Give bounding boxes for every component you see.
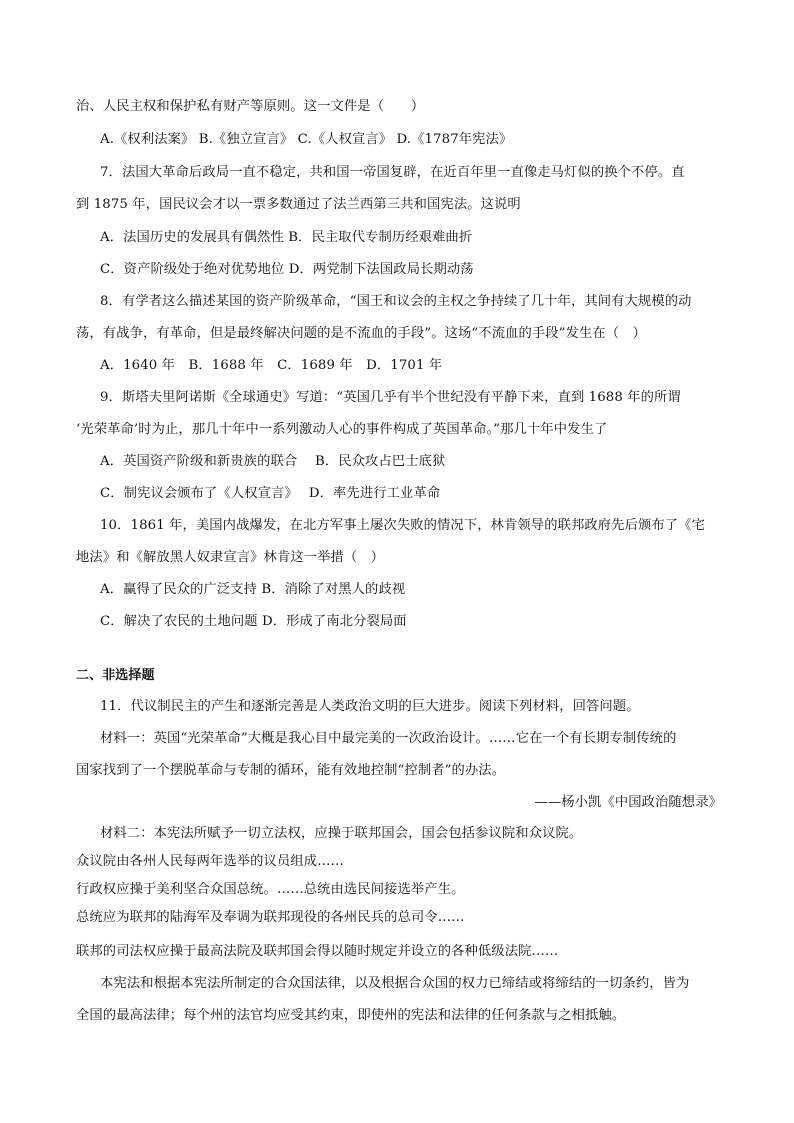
question-10-stem-cont: 地法》和《解放黑人奴隶宣言》林肯这一举措（ ） [76,550,385,565]
question-8-options: A．1640 年 B．1688 年 C．1689 年 D．1701 年 [100,358,443,373]
question-8-stem-cont: 荡，有战争，有革命，但是最终解决问题的是不流血的手段”。这场“不流血的手段”发生在（ ） [76,326,646,341]
question-10-stem: 10．1861 年，美国内战爆发，在北方军事上屡次失败的情况下，林肯领导的联邦政府先后颁布了《宅 [100,518,705,533]
question-7-stem-cont: 到 1875 年，国民议会才以一票多数通过了法兰西第三共和国宪法。这说明 [76,197,521,212]
question-9-options-ab: A．英国资产阶级和新贵族的联合 B．民众攻占巴士底狱 [100,454,446,469]
question-10-options-cd: C．解决了农民的土地问题 D．形成了南北分裂局面 [100,614,407,629]
section-heading: 二、非选择题 [76,668,155,683]
material-2-line: 联邦的司法权应操于最高法院及联邦国会得以随时规定并设立的各种低级法院…… [76,944,559,959]
question-10-options-ab: A．赢得了民众的广泛支持 B．消除了对黑人的歧视 [100,582,406,597]
material-2-paragraph-cont: 全国的最高法律；每个州的法官均应受其约束，即使州的宪法和法律的任何条款与之相抵触。 [76,1008,626,1023]
question-9-stem: 9．斯塔夫里阿诺斯《全球通史》写道：“英国几乎有半个世纪没有平静下来，直到 1688 年的所谓 [100,390,681,405]
material-1-text: 材料一：英国“光荣革命”大概是我心目中最完美的一次政治设计。……它在一个有长期专制传统的 [100,731,677,746]
question-7-options-cd: C．资产阶级处于绝对优势地位 D．两党制下法国政局长期动荡 [100,262,474,277]
question-7-stem: 7．法国大革命后政局一直不稳定，共和国一帝国复辟，在近百年里一直像走马灯似的换个不停。直 [100,165,685,180]
material-2-line: 总统应为联邦的陆海军及奉调为联邦现役的各州民兵的总司令…… [76,910,465,925]
material-1-source: ——杨小凯《中国政治随想录》 [534,795,722,810]
question-options: A.《权利法案》 B.《独立宣言》 C.《人权宣言》 D.《1787年宪法》 [100,132,513,147]
question-11-stem: 11．代议制民主的产生和逐渐完善是人类政治文明的巨大进步。阅读下列材料，回答问题。 [100,699,640,714]
material-2-text: 材料二：本宪法所赋予一切立法权，应操于联邦国会，国会包括参议院和众议院。 [100,826,583,841]
question-8-stem: 8．有学者这么描述某国的资产阶级革命，“国王和议会的主权之争持续了几十年，其间有大规模的动 [100,294,692,309]
text-line: 治、人民主权和保护私有财产等原则。这一文件是（ ） [76,99,425,114]
material-2-line: 行政权应操于美利坚合众国总统。……总统由选民间接选举产生。 [76,882,465,897]
material-2-paragraph: 本宪法和根据本宪法所制定的合众国法律，以及根据合众国的权力已缔结或将缔结的一切条约，皆为 [100,976,690,991]
question-7-options-ab: A．法国历史的发展具有偶然性 B．民主取代专制历经艰难曲折 [100,230,473,245]
question-9-stem-cont: ‘光荣革命’时为止，那几十年中一系列激动人心的事件构成了英国革命。”那几十年中发生了 [76,422,608,437]
material-2-line: 众议院由各州人民每两年选举的议员组成…… [76,854,344,869]
question-9-options-cd: C．制宪议会颁布了《人权宣言》 D．率先进行工业革命 [100,486,441,501]
material-1-text-cont: 国家找到了一个摆脱革命与专制的循环，能有效地控制“控制者”的办法。 [76,763,506,778]
